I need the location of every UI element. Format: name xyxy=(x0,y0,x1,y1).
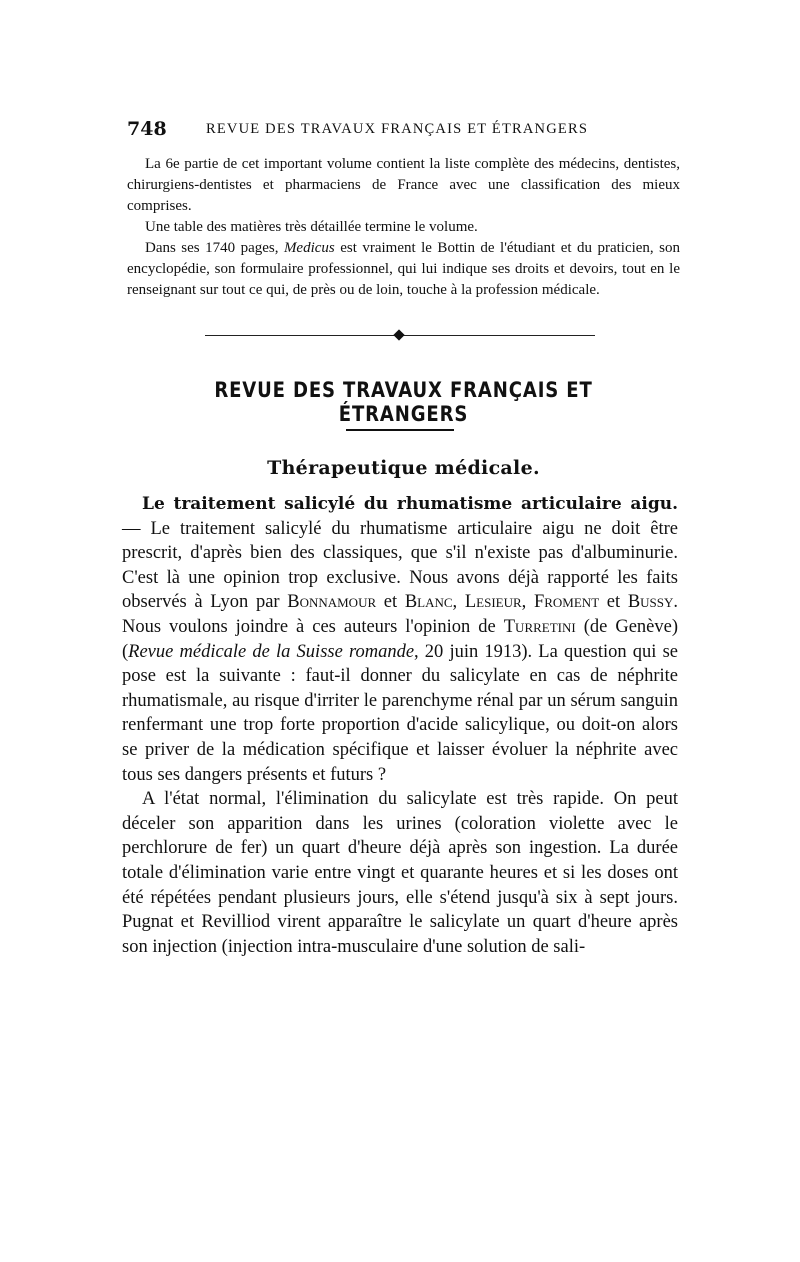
author-name: Bussy xyxy=(627,592,674,613)
book-notice xyxy=(127,154,680,301)
author-name: Blanc xyxy=(404,592,453,613)
book-title: Medicus xyxy=(283,240,335,256)
author-name: Lesieur xyxy=(464,592,522,613)
ornamental-rule xyxy=(205,331,595,341)
author-name: Bonnamour xyxy=(287,592,377,613)
page-number: 748 xyxy=(127,118,167,140)
journal-title: Revue médicale de la Suisse romande xyxy=(128,641,415,662)
notice-paragraph: La 6e partie de cet important volume contient la liste complète des médecins, dentistes, chirurgiens-dentistes et pharmaciens de France avec une classification des mieux comprises. xyxy=(127,156,680,214)
author-name: Froment xyxy=(533,592,600,613)
running-head xyxy=(127,118,682,142)
author-name: Turretini xyxy=(503,616,576,637)
diamond-ornament-icon xyxy=(393,329,404,340)
article-paragraph: A l'état normal, l'élimination du salicylate est très rapide. On peut déceler son apparition dans les urines (coloration violette avec le perchlorure de fer) un quart d'heure déjà après son ingestion. La durée totale d'élimination varie entre vingt et quarante heures et si les doses ont été répétées pendant plusieurs jours, elle s'étend jusqu'à six à sept jours. Pugnat et Revilliod virent apparaître le salicylate un quart d'heure après son injection (injection intra-musculaire d'une solution de sali- xyxy=(122,789,678,957)
subsection-title: Thérapeutique médicale. xyxy=(267,457,540,479)
notice-paragraph: Une table des matières très détaillée termine le volume. xyxy=(145,219,478,235)
article-lead: Le traitement salicylé du rhumatisme articulaire aigu. xyxy=(142,494,678,514)
running-title: REVUE DES TRAVAUX FRANÇAIS ET ÉTRANGERS xyxy=(206,121,589,137)
article-body xyxy=(122,492,678,959)
section-title: REVUE DES TRAVAUX FRANÇAIS ET ÉTRANGERS xyxy=(214,378,593,426)
article-paragraph: Le traitement salicylé du rhumatisme articulaire aigu. — Le traitement salicylé du rhumatisme articulaire aigu ne doit être prescrit, d'après bien des classiques, que s'il n'existe pas d'albuminurie. C'est là une opinion trop exclusive. Nous avons déjà rapporté les faits observés à Lyon par Bonnamour et Blanc, Lesieur, Froment et Bussy. Nous voulons joindre à ces auteurs l'opinion de Turretini (de Genève) (Revue médicale de la Suisse romande, 20 juin 1913). La question qui se pose est la suivante : faut-il donner du salicylate en cas de néphrite rhumatismale, au risque d'irriter le parenchyme rénal par un sérum sanguin renfermant une trop forte proportion d'acide salicylique, ou doit-on alors se priver de la médication spécifique et laisser évoluer la néphrite avec tous ses dangers présents et futurs ? xyxy=(122,494,679,785)
notice-paragraph: Dans ses 1740 pages, Medicus est vraiment le Bottin de l'étudiant et du praticien, son encyclopédie, son formulaire professionnel, qui lui indique ses droits et devoirs, tout en le renseignant sur tout ce qui, de près ou de loin, touche à la profession médicale. xyxy=(127,240,680,298)
section-divider xyxy=(346,429,454,431)
